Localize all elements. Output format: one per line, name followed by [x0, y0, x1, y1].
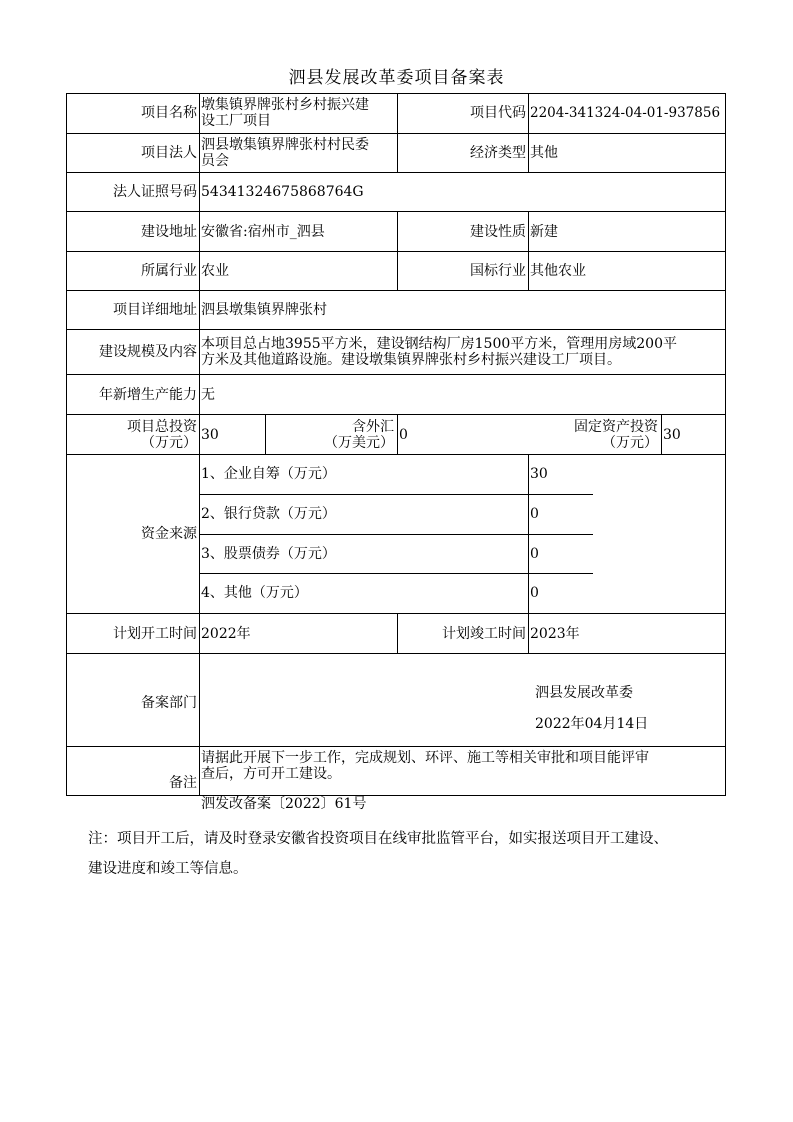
- project-code-label: 项目代码: [470, 105, 526, 121]
- capacity-value: 无: [201, 387, 215, 403]
- filing-date: 2022年04月14日: [535, 716, 649, 732]
- economic-type-label: 经济类型: [470, 145, 526, 161]
- column-divider: [397, 613, 398, 654]
- row-divider: [66, 211, 726, 212]
- funding-item-value: 30: [530, 466, 548, 482]
- total-investment-unit: （万元）: [141, 435, 197, 451]
- column-divider: [528, 93, 529, 173]
- national-industry-label: 国标行业: [470, 263, 526, 279]
- detail-address-value: 泗县墩集镇界牌张村: [201, 302, 327, 318]
- license-label: 法人证照号码: [113, 184, 197, 200]
- row-divider: [199, 573, 593, 574]
- detail-address-label: 项目详细地址: [113, 302, 197, 318]
- funding-item-label: 2、银行贷款（万元）: [201, 506, 336, 522]
- table-border-left: [66, 93, 67, 796]
- column-divider: [397, 414, 398, 455]
- project-name-label: 项目名称: [141, 105, 197, 121]
- legal-person-value-cont: 员会: [201, 153, 229, 169]
- project-name-value: 墩集镇界牌张村乡村振兴建: [201, 97, 369, 113]
- start-time-label: 计划开工时间: [113, 626, 197, 642]
- funding-item-value: 0: [530, 546, 539, 562]
- row-divider: [66, 172, 726, 173]
- legal-person-label: 项目法人: [141, 145, 197, 161]
- table-border-right: [725, 93, 726, 796]
- row-divider: [66, 414, 726, 415]
- forex-value: 0: [399, 427, 408, 443]
- nature-label: 建设性质: [470, 224, 526, 240]
- forex-unit: （万美元）: [324, 435, 394, 451]
- filing-dept-label: 备案部门: [141, 695, 197, 711]
- legal-person-value: 泗县墩集镇界牌张村村民委: [201, 137, 369, 153]
- project-code-value: 2204-341324-04-01-937856: [530, 105, 721, 121]
- capacity-label: 年新增生产能力: [99, 387, 197, 403]
- row-divider: [66, 290, 726, 291]
- fixed-investment-label: 固定资产投资: [574, 419, 658, 435]
- funding-item-value: 0: [530, 585, 539, 601]
- filing-number: 泗发改备案〔2022〕61号: [201, 796, 367, 812]
- column-divider: [528, 613, 529, 654]
- scale-label: 建设规模及内容: [99, 344, 197, 360]
- row-divider: [66, 251, 726, 252]
- total-investment-label: 项目总投资: [127, 419, 197, 435]
- nature-value: 新建: [530, 224, 558, 240]
- fixed-investment-value: 30: [663, 427, 681, 443]
- industry-value: 农业: [201, 263, 229, 279]
- site-value: 安徽省:宿州市_泗县: [201, 224, 325, 240]
- project-name-value-cont: 设工厂项目: [201, 113, 271, 129]
- column-divider: [397, 93, 398, 173]
- license-value: 54341324675868764G: [201, 184, 364, 200]
- fixed-investment-unit: （万元）: [602, 435, 658, 451]
- column-divider: [397, 211, 398, 291]
- remarks-label: 备注: [169, 775, 197, 791]
- row-divider: [66, 653, 726, 654]
- column-divider: [661, 414, 662, 455]
- start-time-value: 2022年: [201, 626, 251, 642]
- end-time-value: 2023年: [530, 626, 580, 642]
- scale-value-cont: 方米及其他道路设施。建设墩集镇界牌张村乡村振兴建设工厂项目。: [201, 352, 621, 368]
- funding-item-label: 3、股票债券（万元）: [201, 546, 336, 562]
- column-divider: [265, 414, 266, 455]
- filing-table: [66, 93, 726, 816]
- row-divider: [199, 494, 593, 495]
- footnote-line: 注：项目开工后，请及时登录安徽省投资项目在线审批监管平台，如实报送项目开工建设、: [88, 831, 668, 847]
- forex-label: 含外汇: [352, 419, 394, 435]
- end-time-label: 计划竣工时间: [442, 626, 526, 642]
- industry-label: 所属行业: [141, 263, 197, 279]
- funding-label: 资金来源: [141, 526, 197, 542]
- remarks-text: 请据此开展下一步工作，完成规划、环评、施工等相关审批和项目能评审: [201, 750, 649, 766]
- funding-item-label: 4、其他（万元）: [201, 585, 308, 601]
- column-divider: [199, 93, 200, 796]
- table-border-top: [66, 93, 726, 94]
- column-divider: [528, 454, 529, 614]
- site-label: 建设地址: [141, 224, 197, 240]
- row-divider: [66, 454, 726, 455]
- row-divider: [66, 746, 726, 747]
- national-industry-value: 其他农业: [530, 263, 586, 279]
- row-divider: [66, 133, 726, 134]
- column-divider: [528, 211, 529, 291]
- funding-item-label: 1、企业自筹（万元）: [201, 466, 336, 482]
- table-border-bottom: [66, 795, 726, 796]
- economic-type-value: 其他: [530, 145, 558, 161]
- footnote: [88, 824, 738, 884]
- row-divider: [66, 374, 726, 375]
- footnote-line: 建设进度和竣工等信息。: [88, 861, 248, 877]
- total-investment-value: 30: [201, 427, 219, 443]
- filing-dept-name: 泗县发展改革委: [535, 685, 633, 701]
- remarks-text-cont: 查后，方可开工建设。: [201, 766, 341, 782]
- row-divider: [66, 613, 726, 614]
- form-title: 泗县发展改革委项目备案表: [288, 68, 505, 88]
- scale-value: 本项目总占地3955平方米，建设钢结构厂房1500平方米，管理用房域200平: [201, 336, 677, 352]
- row-divider: [66, 329, 726, 330]
- row-divider: [199, 534, 593, 535]
- funding-item-value: 0: [530, 506, 539, 522]
